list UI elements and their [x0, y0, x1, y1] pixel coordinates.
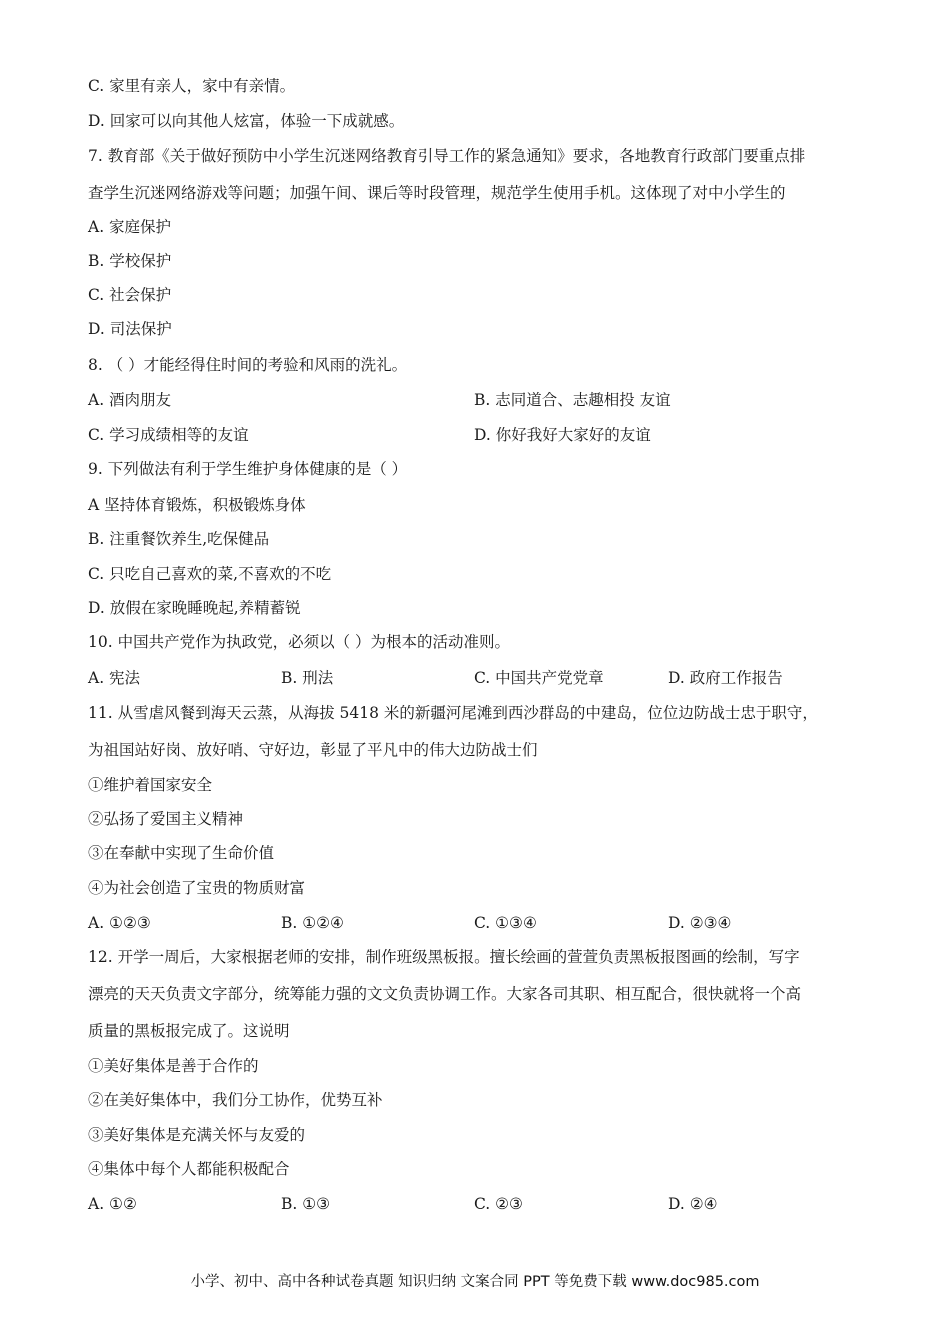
q12-option-c: C. ②③ [474, 1195, 523, 1213]
q9-option-b: B. 注重餐饮养生,吃保健品 [88, 530, 270, 548]
q9-stem: 9. 下列做法有利于学生维护身体健康的是（ ） [88, 460, 408, 478]
q12-item-4: ④集体中每个人都能积极配合 [88, 1160, 290, 1178]
q6-option-c: C. 家里有亲人，家中有亲情。 [88, 77, 296, 95]
q11-item-1: ①维护着国家安全 [88, 776, 213, 794]
q12-stem-line2: 漂亮的天天负责文字部分，统筹能力强的文文负责协调工作。大家各司其职、相互配合，很快就将一个高 [88, 985, 802, 1003]
q11-option-c: C. ①③④ [474, 914, 537, 932]
q10-option-b: B. 刑法 [281, 669, 334, 687]
q7-option-d: D. 司法保护 [88, 320, 172, 338]
q8-option-d: D. 你好我好大家好的友谊 [474, 426, 651, 444]
q12-stem-line3: 质量的黑板报完成了。这说明 [88, 1022, 290, 1040]
q12-option-b: B. ①③ [281, 1195, 331, 1213]
q7-option-a: A. 家庭保护 [88, 218, 172, 236]
q8-option-b: B. 志同道合、志趣相投 友谊 [474, 391, 671, 409]
q7-stem-line2: 查学生沉迷网络游戏等问题；加强午间、课后等时段管理，规范学生使用手机。这体现了对中小学生的 [88, 184, 786, 202]
q6-option-d: D. 回家可以向其他人炫富，体验一下成就感。 [88, 112, 405, 130]
q11-item-3: ③在奉献中实现了生命价值 [88, 844, 275, 862]
q11-stem-line2: 为祖国站好岗、放好哨、守好边，彰显了平凡中的伟大边防战士们 [88, 741, 538, 759]
q11-option-d: D. ②③④ [668, 914, 732, 932]
q12-item-3: ③美好集体是充满关怀与友爱的 [88, 1126, 306, 1144]
q12-stem-line1: 12. 开学一周后，大家根据老师的安排，制作班级黑板报。擅长绘画的萱萱负责黑板报图画的绘制，写字 [88, 948, 800, 966]
q11-item-2: ②弘扬了爱国主义精神 [88, 810, 244, 828]
page-footer: 小学、初中、高中各种试卷真题 知识归纳 文案合同 PPT 等免费下载 www.doc985.com [190, 1274, 760, 1290]
q10-option-d: D. 政府工作报告 [668, 669, 783, 687]
q8-option-c: C. 学习成绩相等的友谊 [88, 426, 249, 444]
q7-option-b: B. 学校保护 [88, 252, 172, 270]
q10-option-a: A. 宪法 [88, 669, 141, 687]
q10-stem: 10. 中国共产党作为执政党，必须以（ ）为根本的活动准则。 [88, 633, 511, 651]
q8-stem: 8. （ ）才能经得住时间的考验和风雨的洗礼。 [88, 356, 408, 374]
q9-option-a: A 坚持体育锻炼，积极锻炼身体 [88, 496, 306, 514]
q9-option-d: D. 放假在家晚睡晚起,养精蓄锐 [88, 599, 301, 617]
q11-option-b: B. ①②④ [281, 914, 344, 932]
q12-item-2: ②在美好集体中，我们分工协作，优势互补 [88, 1091, 383, 1109]
q9-option-c: C. 只吃自己喜欢的菜,不喜欢的不吃 [88, 565, 332, 583]
q12-option-a: A. ①② [88, 1195, 137, 1213]
q11-item-4: ④为社会创造了宝贵的物质财富 [88, 879, 306, 897]
q8-option-a: A. 酒肉朋友 [88, 391, 172, 409]
q11-option-a: A. ①②③ [88, 914, 151, 932]
q7-option-c: C. 社会保护 [88, 286, 172, 304]
q7-stem-line1: 7. 教育部《关于做好预防中小学生沉迷网络教育引导工作的紧急通知》要求，各地教育行政部门要重点排 [88, 147, 806, 165]
q10-option-c: C. 中国共产党党章 [474, 669, 604, 687]
q12-item-1: ①美好集体是善于合作的 [88, 1057, 259, 1075]
q11-stem-line1: 11. 从雪虐风餐到海天云蒸，从海拔 5418 米的新疆河尾滩到西沙群岛的中建岛，位位边防战士忠于职守， [88, 704, 818, 722]
q12-option-d: D. ②④ [668, 1195, 718, 1213]
